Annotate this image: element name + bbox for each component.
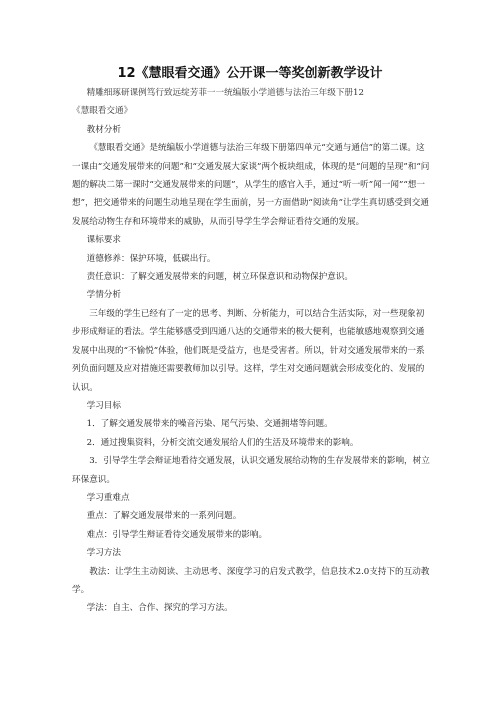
document-body xyxy=(72,84,430,618)
section-heading-keypoints: 学习重难点 xyxy=(86,492,130,503)
document-title: 12《慧眼看交通》公开课一等奖创新教学设计 xyxy=(117,66,383,81)
paragraph-students: 三年级的学生已经有了一定的思考、判断、分析能力，可以结合生活实际，对一些现象初步形成辩证的看法。学生能够感受到四通八达的交通带来的极大便利，也能敏感地观察到交通发展中出现的“不愉悦”体验，他们既是受益方，也是受害者。所以，针对交通发展带来的一系列负面问题及应对措施还需要教师加以引导。这样，学生对交通问题就会形成变化的、发展的认识。 xyxy=(72,308,425,393)
method-1: 教法：让学生主动阅读、主动思考、深度学习的启发式教学，信息技术2.0支持下的互动教学。 xyxy=(72,566,430,595)
method-2: 学法：自主、合作、探究的学习方法。 xyxy=(86,603,233,614)
paragraph-standards-2: 责任意识：了解交通发展带来的问题，树立环保意识和动物保护意识。 xyxy=(86,272,354,283)
subtitle: 精雕细琢研课例笃行致远绽芳菲一一统编版小学道德与法治三年级下册12 xyxy=(86,88,364,98)
paragraph-standards-1: 道德修养：保护环境，低碳出行。 xyxy=(86,253,216,264)
section-heading-analysis: 教材分析 xyxy=(86,124,121,135)
section-heading-goals: 学习目标 xyxy=(86,400,121,411)
keypoint-1: 重点：了解交通发展带来的一系列问题。 xyxy=(86,511,242,522)
subtitle-continued: 《慧眼看交通》 xyxy=(72,106,133,117)
section-heading-standards: 课标要求 xyxy=(86,235,121,246)
section-heading-students: 学情分析 xyxy=(86,290,121,301)
goal-item-2: 2．通过搜集资料，分析交流交通发展给人们的生活及环境带来的影响。 xyxy=(86,437,359,448)
goal-item-1: 1．了解交通发展带来的噪音污染、尾气污染、交通拥堵等问题。 xyxy=(86,419,333,430)
paragraph-analysis: 《慧眼看交通》是统编版小学道德与法治三年级下册第四单元“交通与通信”的第二课。这一课由“交通发展带来的问题”和“交通发展大家谈”两个板块组成，体现的是“问题的呈现”和“问题的解决二第一课时“交通发展带来的问题”，从学生的感官入手，通过“听一听”闻一闻”“想一想”，把交通带来的问题生动地呈现在学生面前，另一方面借助“阅读角”让学生真切感受到交通发展给动物生存和环境带来的威胁，从而引导学生学会辩证看待交通的发展。 xyxy=(72,143,430,227)
goal-item-3: 3．引导学生学会辩证地看待交通发展，认识交通发展给动物的生存发展带来的影响，树立环保意识。 xyxy=(72,456,430,485)
section-heading-methods: 学习方法 xyxy=(86,548,121,559)
keypoint-2: 难点：引导学生辩证看待交通发展带来的影响。 xyxy=(86,529,268,540)
